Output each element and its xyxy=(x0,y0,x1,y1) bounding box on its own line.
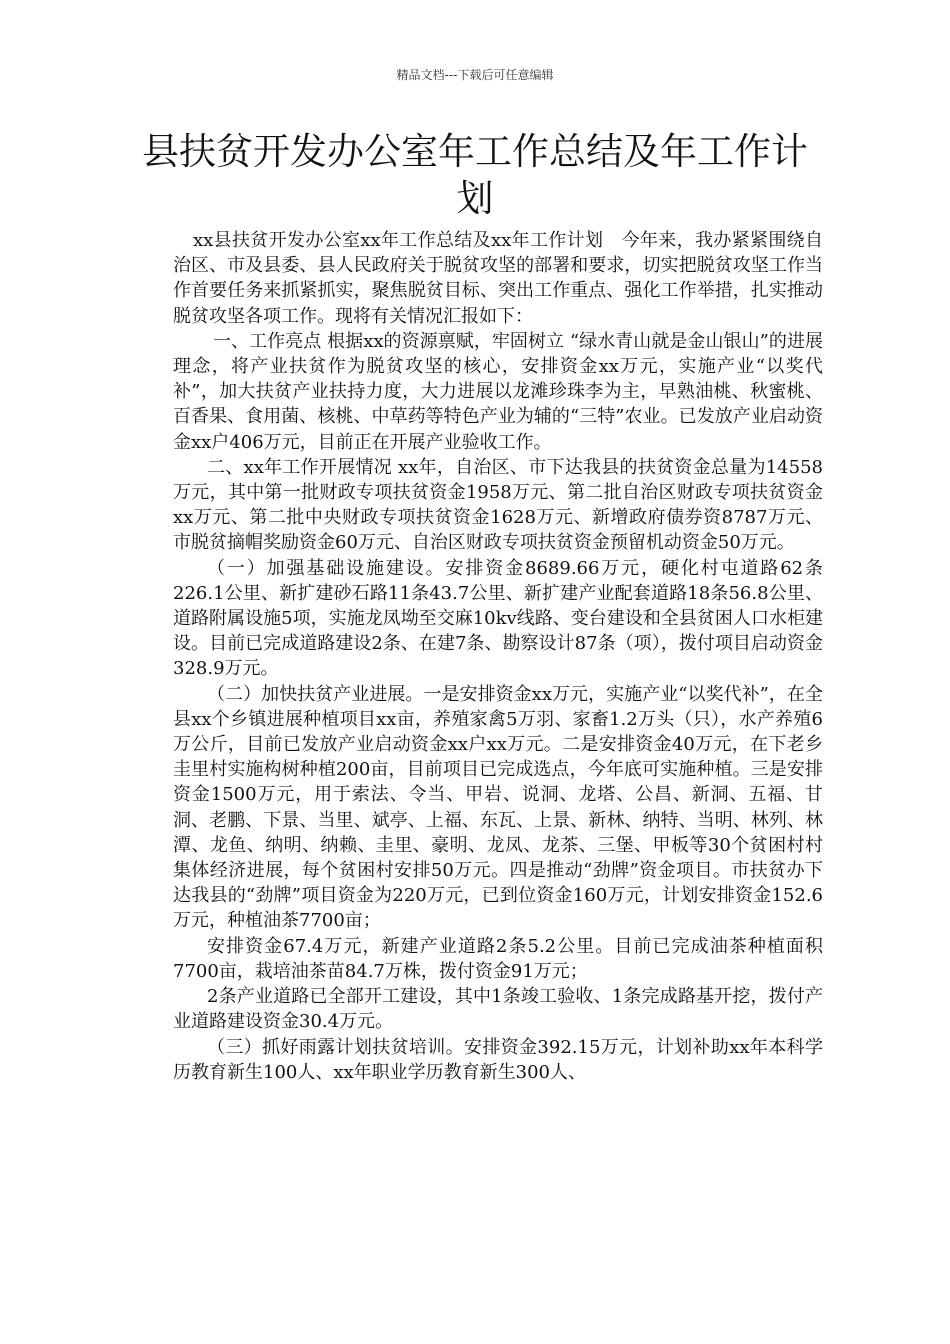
paragraph-industry: （二）加快扶贫产业进展。一是安排资金xx万元，实施产业“以奖代补”，在全县xx个乡镇进展种植项目xx亩，养殖家禽5万羽、家畜1.2万头（只），水产养殖6万公斤，目前已发放产业启动资金xx户xx万元。二是安排资金40万元，在下老乡圭里村实施构树种植200亩，目前项目已完成选点，今年底可实施种植。三是安排资金1500万元，用于索法、令当、甲岩、说洞、龙塔、公昌、新洞、五福、甘洞、老鹏、下景、当里、斌亭、上福、东瓦、上景、新林、纳特、当明、林列、林潭、龙鱼、纳明、纳赖、圭里、豪明、龙凤、龙茶、三堡、甲板等30个贫困村村集体经济进展，每个贫困村安排50万元。四是推动“劲牌”资金项目。市扶贫办下达我县的“劲牌”项目资金为220万元，已到位资金160万元，计划安排资金152.6万元，种植油茶7700亩； xyxy=(173,683,823,932)
paragraph-funding-roads: 安排资金67.4万元，新建产业道路2条5.2公里。目前已完成油茶种植面积7700亩，栽培油茶苗84.7万株，拨付资金91万元； xyxy=(173,935,823,982)
document-body xyxy=(173,228,823,1085)
paragraph-intro: xx县扶贫开发办公室xx年工作总结及xx年工作计划 今年来，我办紧紧围绕自治区、市及县委、县人民政府关于脱贫攻坚的部署和要求，切实把脱贫攻坚工作当作首要任务来抓紧抓实，聚焦脱贫目标、突出工作重点、强化工作举措，扎实推动脱贫攻坚各项工作。现将有关情况汇报如下： xyxy=(173,230,823,327)
paragraph-highlights: 一、工作亮点 根据xx的资源禀赋，牢固树立 “绿水青山就是金山银山”的进展理念，将产业扶贫作为脱贫攻坚的核心，安排资金xx万元，实施产业“以奖代补”，加大扶贫产业扶持力度，大力进展以龙滩珍珠李为主，早熟油桃、秋蜜桃、百香果、食用菌、核桃、中草药等特色产业为辅的“三特”农业。已发放产业启动资金xx户406万元，目前正在开展产业验收工作。 xyxy=(173,330,823,453)
header-note: 精品文档---下载后可任意编辑 xyxy=(396,68,554,82)
paragraph-training: （三）抓好雨露计划扶贫培训。安排资金392.15万元，计划补助xx年本科学历教育新生100人、xx年职业学历教育新生300人、 xyxy=(173,1036,823,1083)
document-title: 县扶贫开发办公室年工作总结及年工作计划 xyxy=(142,130,808,220)
paragraph-road-construction: 2条产业道路已全部开工建设，其中1条竣工验收、1条完成路基开挖，拨付产业道路建设资金30.4万元。 xyxy=(173,986,823,1033)
paragraph-work-status: 二、xx年工作开展情况 xx年，自治区、市下达我县的扶贫资金总量为14558万元，其中第一批财政专项扶贫资金1958万元、第二批自治区财政专项扶贫资金xx万元、第二批中央财政专项扶贫资金1628万元、新增政府债券资8787万元、市脱贫摘帽奖励资金60万元、自治区财政专项扶贫资金预留机动资金50万元。 xyxy=(173,456,823,554)
paragraph-infrastructure: （一）加强基础设施建设。安排资金8689.66万元，硬化村屯道路62条226.1公里、新扩建砂石路11条43.7公里、新扩建产业配套道路18条56.8公里、道路附属设施5项，实施龙凤坳至交麻10kv线路、变台建设和全县贫困人口水柜建设。目前已完成道路建设2条、在建7条、勘察设计87条（项），拨付项目启动资金328.9万元。 xyxy=(173,557,823,680)
